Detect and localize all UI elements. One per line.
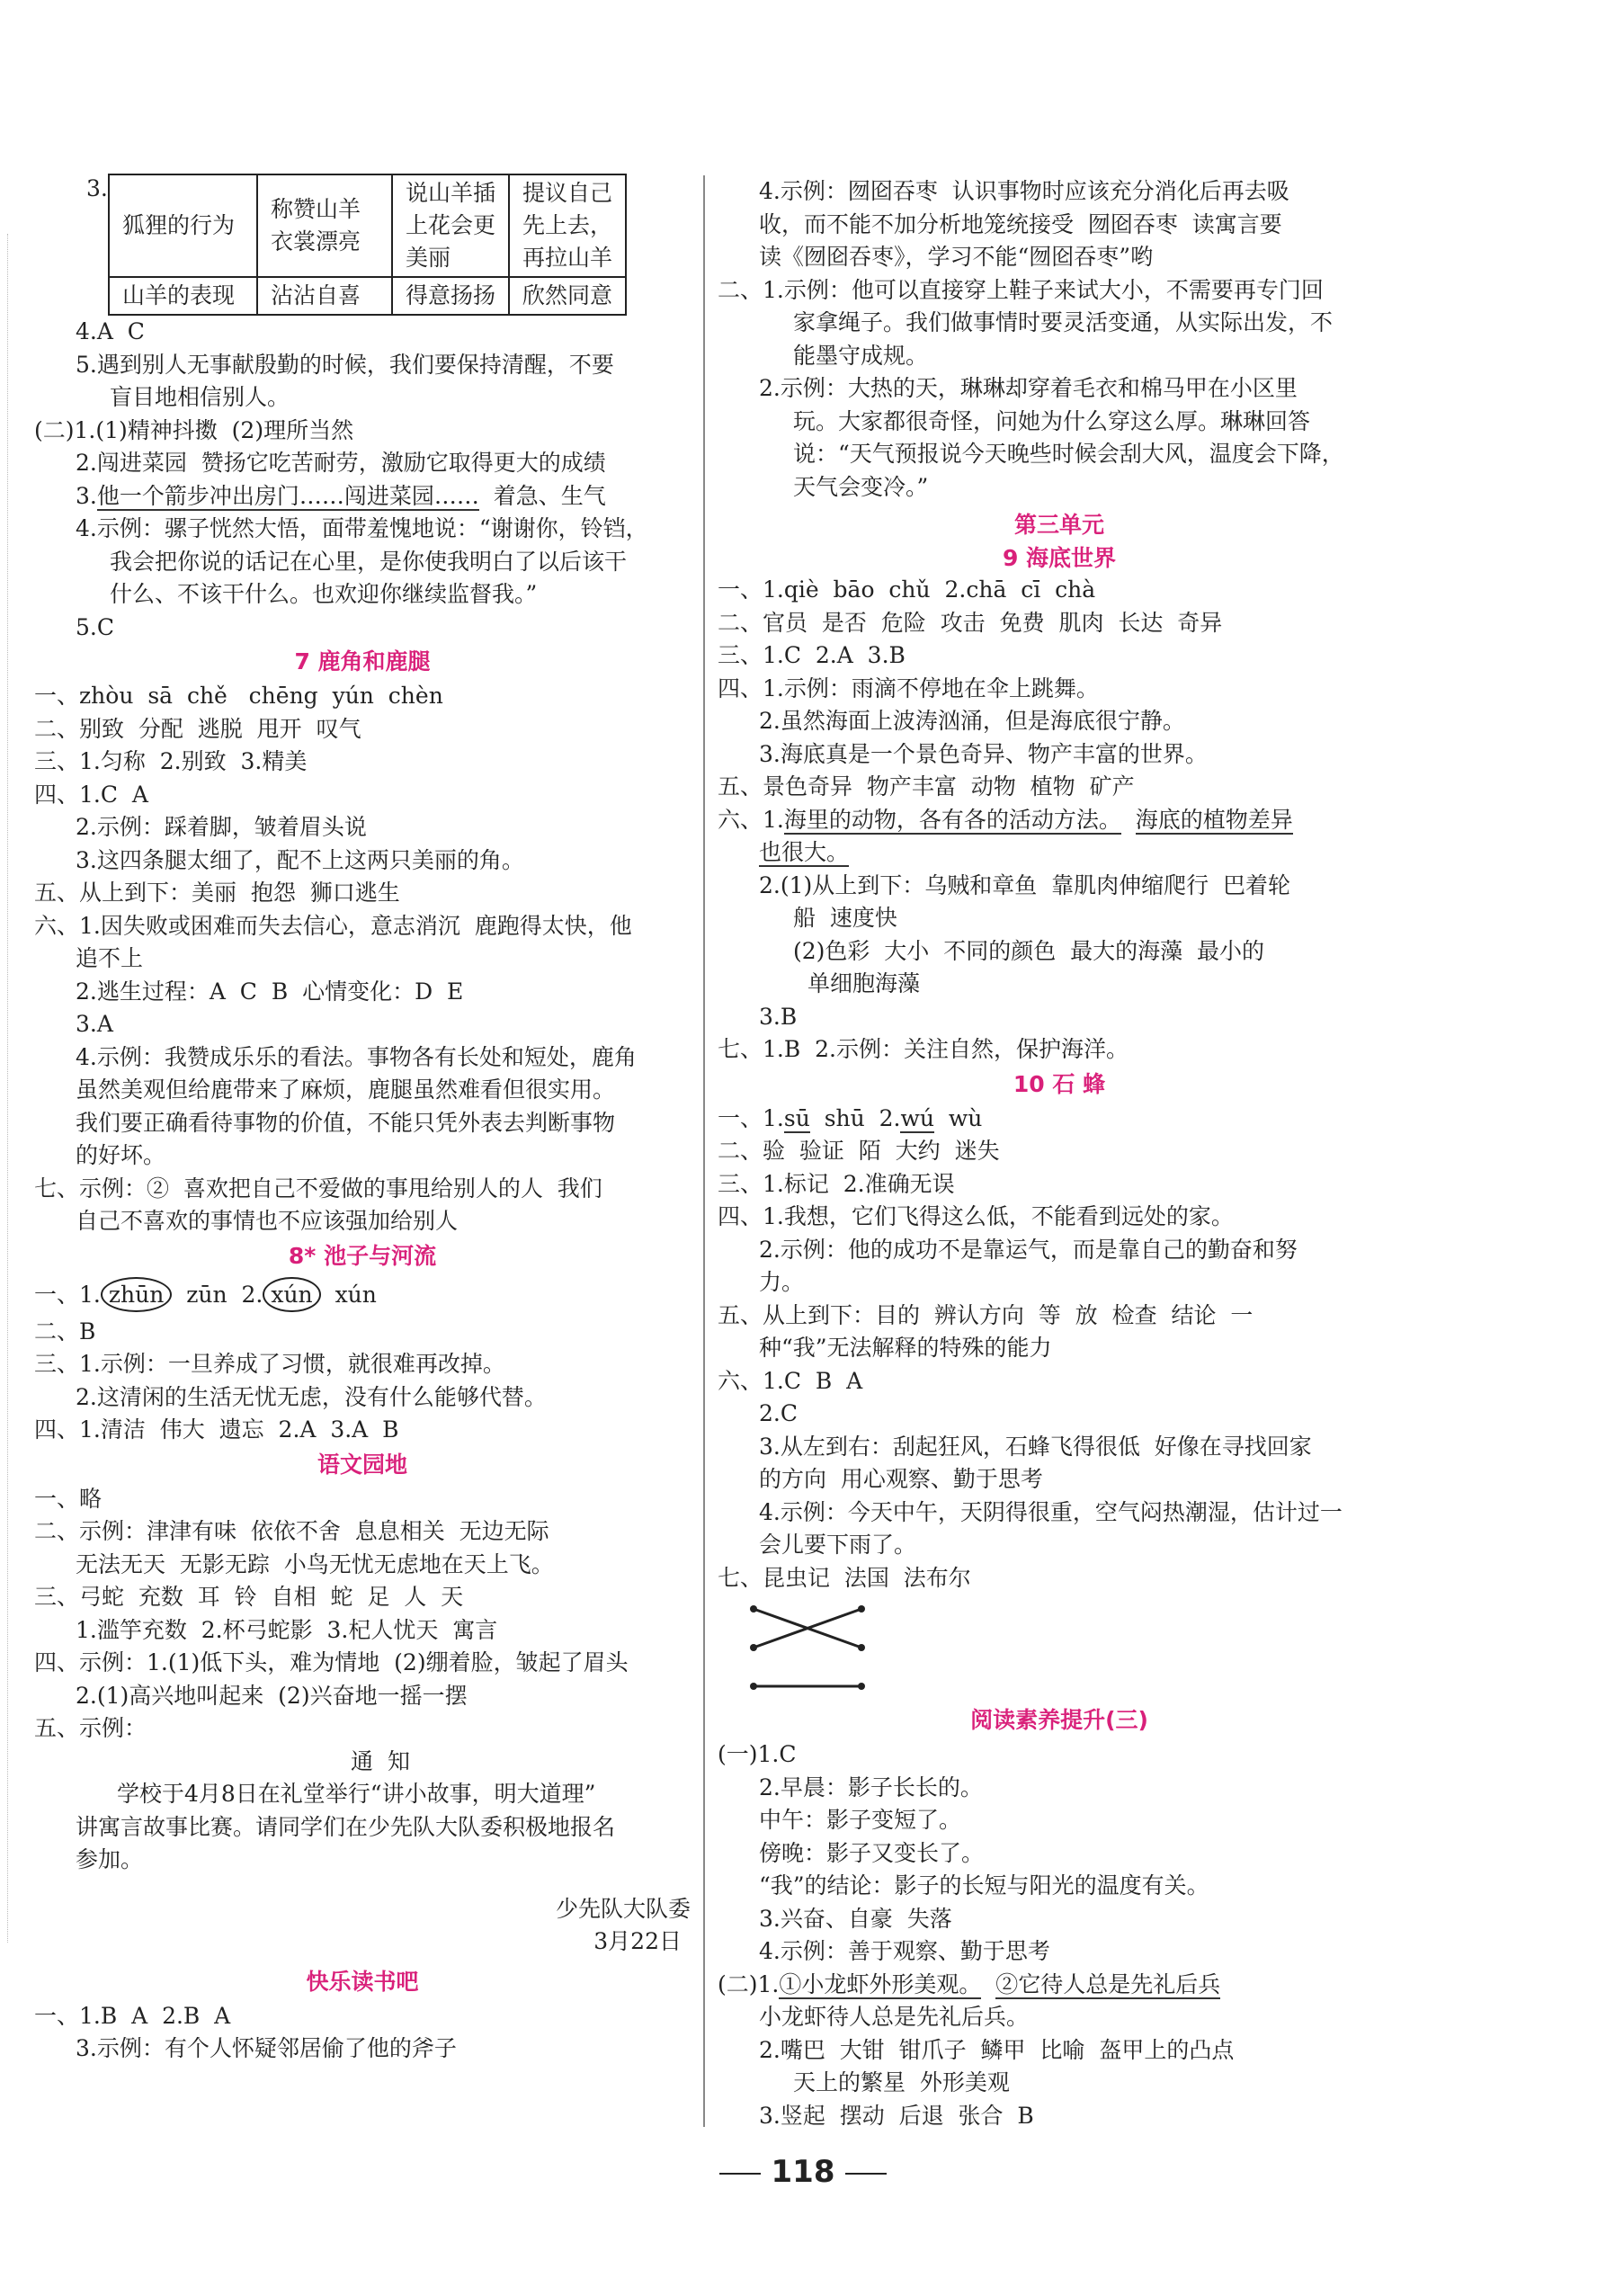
answer-line: 四、1.清洁 伟大 遗忘 2.A 3.A B (34, 1416, 399, 1443)
answer-line: 追不上 (76, 945, 144, 971)
answer-line (34, 1274, 691, 1316)
table-cell: 欣然同意 (509, 277, 626, 315)
answer-text: xún (320, 1281, 377, 1308)
answer-line: 七、示例：② 喜欢把自己不爱做的事甩给别人的人 我们 (34, 1175, 602, 1202)
table-number: 3. (86, 175, 108, 201)
table-row (109, 174, 626, 277)
underlined-answer: 海底的植物差异 (1135, 806, 1293, 833)
answer-line: 2.早晨：影子长长的。 (759, 1773, 983, 1800)
answer-line: 2.示例：大热的天，琳琳却穿着毛衣和棉马甲在小区里 (759, 375, 1298, 401)
notice-line: 学校于4月8日在礼堂举行“讲小故事，明大道理” (117, 1781, 596, 1807)
answer-line: 2.嘴巴 大钳 钳爪子 鳞甲 比喻 盔甲上的凸点 (759, 2036, 1235, 2063)
matching-lines-graphic (745, 1598, 870, 1697)
table-cell: 称赞山羊衣裳漂亮 (257, 174, 392, 277)
answer-line: 4.示例：我赞成乐乐的看法。事物各有长处和短处，鹿角 (76, 1043, 637, 1070)
answer-line: 收，而不能不加分析地笼统接受 囫囵吞枣 读寓言要 (759, 210, 1282, 237)
answer-line: 4.A C (76, 318, 145, 344)
answer-line: 自己不喜欢的事情也不应该强加给别人 (76, 1208, 459, 1234)
underlined-answer: 也很大。 (759, 839, 850, 865)
lesson-7-heading: 7 鹿角和鹿腿 (294, 648, 431, 675)
answer-line: 六、1.C B A (718, 1367, 863, 1394)
answer-text: 着急、生气 (478, 482, 606, 509)
table-cell: 得意扬扬 (392, 277, 509, 315)
table-cell: 沾沾自喜 (257, 277, 392, 315)
answer-line: 一、1.B A 2.B A (34, 2002, 231, 2029)
notice-signature: 少先队大队委 (555, 1895, 691, 1922)
answer-line: (一)1.C (718, 1741, 797, 1767)
answer-line: 3.兴奋、自豪 失落 (759, 1905, 952, 1932)
underlined-answer: ②它待人总是先礼后兵 (995, 1970, 1221, 1997)
answer-line: 中午：影子变短了。 (759, 1807, 962, 1833)
answer-line: 二、官员 是否 危险 攻击 免费 肌肉 长达 奇异 (718, 609, 1223, 636)
answer-line: 五、从上到下：美丽 抱怨 狮口逃生 (34, 880, 400, 906)
answer-line: 玩。大家都很奇怪，问她为什么穿这么厚。琳琳回答 (793, 407, 1311, 434)
answer-line: 4.示例：今天中午，天阴得很重，空气闷热潮湿，估计过一 (759, 1498, 1343, 1525)
answer-line: 四、示例：1.(1)低下头，难为情地 (2)绷着脸，皱起了眉头 (34, 1649, 629, 1675)
circled-answer: zhūn (101, 1277, 172, 1313)
answer-line: 3.示例：有个人怀疑邻居偷了他的斧子 (76, 2035, 457, 2061)
answer-text (981, 1971, 995, 1997)
answer-line: 七、昆虫记 法国 法布尔 (718, 1564, 971, 1591)
table-cell: 提议自己先上去，再拉山羊 (509, 174, 626, 277)
table-cell: 狐狸的行为 (109, 174, 257, 277)
answer-line: 三、1.匀称 2.别致 3.精美 (34, 748, 308, 774)
right-column (718, 175, 1401, 2132)
answer-line: (二)1.(1)精神抖擞 (2)理所当然 (34, 416, 354, 443)
answer-line: 4.示例：囫囵吞枣 认识事物时应该充分消化后再去吸 (759, 178, 1289, 204)
notice-line: 讲寓言故事比赛。请同学们在少先队大队委积极地报名 (76, 1813, 616, 1840)
answer-line: 二、B (34, 1318, 96, 1345)
answer-line (718, 1103, 1401, 1136)
underlined-answer: wú (900, 1104, 934, 1131)
page-number-dash (845, 2173, 887, 2175)
answer-line: 四、1.我想，它们飞得这么低，不能看到远处的家。 (718, 1203, 1234, 1229)
answer-text: 3. (76, 482, 97, 509)
underlined-answer: 海里的动物，各有各的活动方法。 (783, 806, 1121, 833)
answer-table-block (34, 174, 691, 316)
answer-line (718, 1969, 1401, 2002)
page-number-dash (719, 2173, 761, 2175)
answer-line: 2.这清闲的生活无忧无虑，没有什么能够代替。 (76, 1383, 547, 1410)
answer-line: 3.竖起 摆动 后退 张合 B (759, 2102, 1034, 2129)
answer-line: 3.A (76, 1011, 113, 1037)
notice-title: 通 知 (351, 1747, 410, 1774)
answer-line: 七、1.B 2.示例：关注自然，保护海洋。 (718, 1036, 1129, 1062)
lesson-10-heading: 10 石 蜂 (1013, 1070, 1106, 1097)
answer-line: 天上的繁星 外形美观 (793, 2069, 1010, 2095)
column-divider (703, 175, 705, 2127)
answer-text: shū 2. (809, 1104, 901, 1131)
answer-line: 4.示例：善于观察、勤于思考 (759, 1938, 1050, 1964)
answer-line: 一、1.qiè bāo chǔ 2.chā cī chà (718, 576, 1096, 603)
answer-line: 2.闯进菜园 赞扬它吃苦耐劳，激励它取得更大的成绩 (76, 450, 606, 476)
answer-line: 我们要正确看待事物的价值，不能只凭外表去判断事物 (76, 1109, 616, 1136)
answer-line: 虽然美观但给鹿带来了麻烦，鹿腿虽然难看但很实用。 (76, 1077, 616, 1103)
answer-line: 天气会变冷。” (793, 473, 929, 500)
answer-line: 四、1.C A (34, 781, 148, 808)
answer-line: 二、1.示例：他可以直接穿上鞋子来试大小，不需要再专门回 (718, 276, 1324, 303)
binding-margin (0, 234, 8, 1943)
answer-text: (二)1. (718, 1970, 780, 1997)
answer-line (34, 480, 691, 514)
answer-line: 三、1.C 2.A 3.B (718, 642, 906, 668)
answer-line: 五、从上到下：目的 辨认方向 等 放 检查 结论 一 (718, 1301, 1254, 1328)
answer-text: 六、1. (718, 806, 784, 833)
answer-text: 一、1. (34, 1281, 101, 1308)
answer-line: 小龙虾待人总是先礼后兵。 (759, 2004, 1030, 2030)
answer-line: 2.示例：踩着脚，皱着眉头说 (76, 814, 367, 840)
answer-line: 力。 (759, 1269, 805, 1295)
answer-text: wù (933, 1104, 983, 1131)
answer-line: 三、弓蛇 充数 耳 铃 自相 蛇 足 人 天 (34, 1584, 464, 1610)
answer-text (1121, 807, 1136, 833)
answer-line: 2.(1)高兴地叫起来 (2)兴奋地一摇一摆 (76, 1682, 468, 1709)
page-number (0, 2154, 1606, 2190)
answer-line: 二、别致 分配 逃脱 甩开 叹气 (34, 715, 361, 742)
unit-3-heading: 第三单元 (1013, 512, 1104, 538)
answer-line: 家拿绳子。我们做事情时要灵活变通，从实际出发，不 (793, 309, 1334, 335)
answer-line: 的好坏。 (76, 1142, 166, 1168)
notice-line: 参加。 (76, 1846, 144, 1872)
answer-line: 会儿要下雨了。 (759, 1532, 917, 1558)
answer-line: 说：“天气预报说今天晚些时候会刮大风，温度会下降， (793, 441, 1344, 467)
answer-line: 三、1.标记 2.准确无误 (718, 1170, 955, 1197)
happy-reading-heading: 快乐读书吧 (306, 1968, 419, 1995)
answer-line: 单细胞海藻 (807, 970, 921, 996)
answer-line: 4.示例：骡子恍然大悟，面带羞愧地说：“谢谢你，铃铛， (76, 515, 648, 541)
answer-line: 2.C (759, 1400, 798, 1426)
answer-line: 什么、不该干什么。也欢迎你继续监督我。” (110, 581, 538, 607)
circled-answer: xún (263, 1277, 320, 1313)
answer-line: 五、示例： (34, 1715, 147, 1741)
answer-line: 六、1.因失败或困难而失去信心，意志消沉 鹿跑得太快，他 (34, 912, 632, 939)
page-number-text: 118 (771, 2154, 835, 2190)
answer-line: 二、示例：津津有味 依依不舍 息息相关 无边无际 (34, 1518, 549, 1544)
answer-line: 1.滥竽充数 2.杯弓蛇影 3.杞人忧天 寓言 (76, 1616, 498, 1643)
underlined-answer: 他一个箭步冲出房门……闯进菜园…… (96, 482, 479, 509)
answer-line: 能墨守成规。 (793, 342, 929, 369)
answer-line: (2)色彩 大小 不同的颜色 最大的海藻 最小的 (793, 937, 1264, 964)
answer-line: 三、1.示例：一旦养成了习惯，就很难再改掉。 (34, 1351, 505, 1377)
answer-line: 5.遇到别人无事献殷勤的时候，我们要保持清醒，不要 (76, 351, 614, 378)
answer-line: 四、1.示例：雨滴不停地在伞上跳舞。 (718, 675, 1099, 701)
answer-line: 一、略 (34, 1485, 103, 1512)
answer-table (108, 174, 627, 316)
answer-line: 五、景色奇异 物产丰富 动物 植物 矿产 (718, 773, 1135, 800)
answer-line: 2.虽然海面上波涛汹涌，但是海底很宁静。 (759, 708, 1185, 734)
answer-line: 无法无天 无影无踪 小鸟无忧无虑地在天上飞。 (76, 1550, 554, 1577)
answer-line: 一、zhòu sā chě chēng yún chèn (34, 683, 443, 709)
answer-line: 二、验 验证 陌 大约 迷失 (718, 1138, 1000, 1164)
reading-literacy-heading: 阅读素养提升(三) (970, 1707, 1148, 1733)
answer-line: 5.C (76, 613, 114, 640)
table-row (109, 277, 626, 315)
lesson-8-heading: 8* 池子与河流 (288, 1242, 437, 1269)
answer-line: 3.这四条腿太细了，配不上这两只美丽的角。 (76, 846, 524, 873)
matching-diagram (745, 1598, 870, 1697)
answer-line: “我”的结论：影子的长短与阳光的温度有关。 (759, 1872, 1209, 1898)
answer-text: 一、1. (718, 1104, 784, 1131)
left-column (34, 175, 691, 2066)
answer-line (718, 804, 1401, 837)
answer-line: 船 速度快 (793, 905, 897, 931)
answer-line: 3.B (759, 1003, 798, 1030)
yuwen-yuandi-heading: 语文园地 (317, 1451, 407, 1478)
answer-line: 读《囫囵吞枣》，学习不能“囫囵吞枣”哟 (759, 244, 1154, 270)
answer-line: 3.海底真是一个景色奇异、物产丰富的世界。 (759, 740, 1208, 767)
table-cell: 山羊的表现 (109, 277, 257, 315)
table-cell: 说山羊插上花会更美丽 (392, 174, 509, 277)
notice-date: 3月22日 (593, 1928, 682, 1954)
lesson-9-heading: 9 海底世界 (1002, 545, 1117, 571)
answer-line: 傍晚：影子又变长了。 (759, 1839, 985, 1866)
underlined-answer: ①小龙虾外形美观。 (779, 1970, 982, 1997)
answer-line: 2.逃生过程：A C B 心情变化：D E (76, 978, 464, 1005)
answer-line: 2.(1)从上到下：乌贼和章鱼 靠肌肉伸缩爬行 巴着轮 (759, 871, 1291, 898)
answer-line (718, 836, 1401, 870)
answer-line: 的方向 用心观察、勤于思考 (759, 1466, 1043, 1492)
answer-line: 盲目地相信别人。 (110, 384, 290, 410)
underlined-answer: sū (783, 1104, 810, 1131)
answer-text: zūn 2. (172, 1281, 263, 1308)
answer-line: 2.示例：他的成功不是靠运气，而是靠自己的勤奋和努 (759, 1236, 1298, 1263)
answer-line: 种“我”无法解释的特殊的能力 (759, 1335, 1052, 1361)
answer-line: 3.从左到右：刮起狂风，石蜂飞得很低 好像在寻找回家 (759, 1433, 1312, 1460)
answer-line: 我会把你说的话记在心里，是你使我明白了以后该干 (110, 548, 628, 575)
